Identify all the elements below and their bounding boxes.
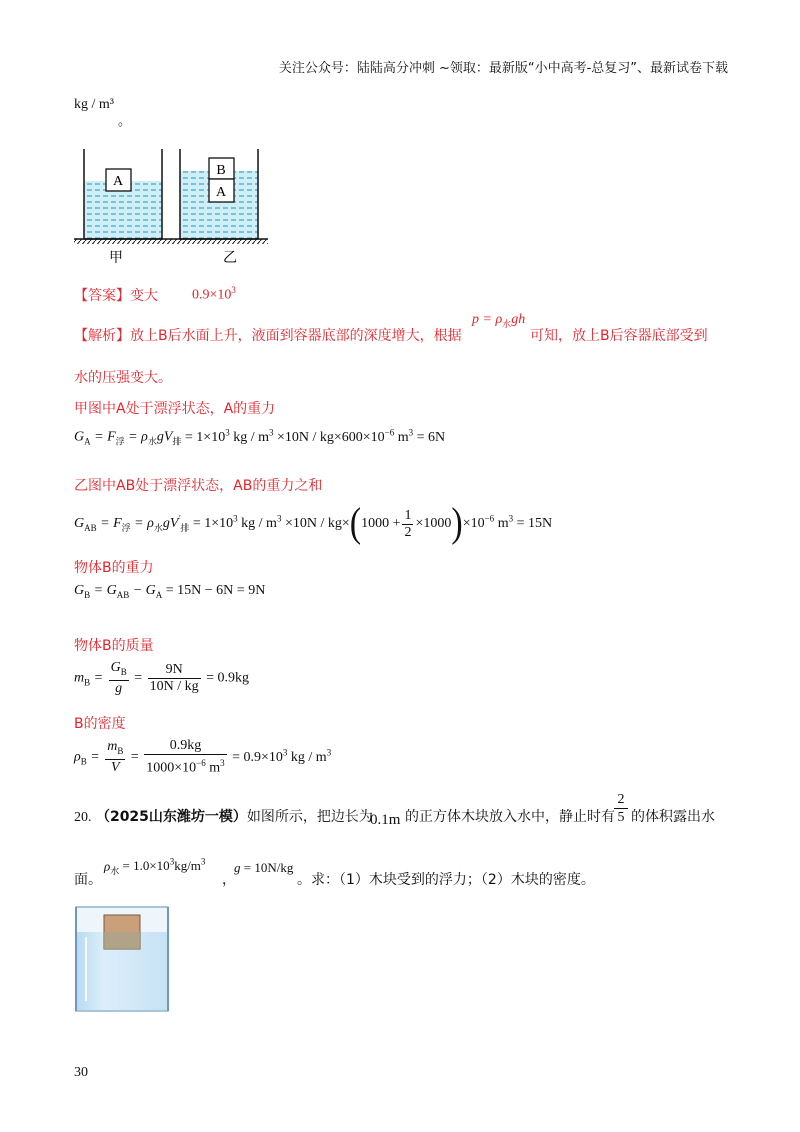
answer-text: 变大 — [130, 288, 158, 304]
step1-formula: $G_A = F_浮 = \rho_水gV_排 = 1\times 10^3$ kg / $m^3 \times 10N / kg\times 600\times 10^{-6}$ $m^3 = 6N$ — [74, 427, 446, 447]
problem20-line-1 — [74, 806, 373, 826]
fraction-numerator: 2 — [614, 791, 628, 809]
step4-formula: $m_B$ = $\frac{G_B}{g}$ = $\frac{9N}{10N / kg}$ = 0.9kg — [74, 660, 250, 696]
page-number: 30 — [74, 1065, 88, 1080]
problem-text-d: 面。 — [74, 872, 102, 888]
unit-value: kg / m³ — [74, 97, 114, 112]
beaker-wood-figure — [72, 903, 172, 1013]
step3-formula: $G_B = G_{AB} - G_A = 15N - 6N = 9N$ — [74, 583, 266, 600]
unit-text — [74, 97, 114, 113]
problem-text-a: 如图所示，把边长为 — [246, 809, 373, 825]
label-yi: 乙 — [223, 250, 237, 265]
problem-text-b: 的正方体木块放入水中，静止时有 — [405, 809, 615, 825]
header-banner: 关注公众号：陆陆高分冲刺 ~领取：最新版“小中高考-总复习”、最新试卷下载 — [278, 61, 728, 76]
step2-title: 乙图中AB处于漂浮状态，AB的重力之和 — [74, 478, 323, 494]
label-jia: 甲 — [109, 250, 123, 265]
fraction-denominator: 5 — [617, 810, 625, 825]
step5-formula: $\rho_B$ = $\frac{m_B}{V}$ = $\frac{0.9kg}{1000\times 10^{-6} m^3}$ = $0.9\times 10^3$ kg / $m^3$ — [74, 738, 332, 776]
answer-value: $0.9\times 10^3$ — [192, 285, 236, 303]
step4-title: 物体B的质量 — [74, 638, 154, 654]
problem-comma: ， — [222, 872, 236, 888]
problem-source: （2025山东潍坊一模） — [95, 809, 247, 825]
problem-number: 20. — [74, 810, 92, 825]
step5-title: B的密度 — [74, 716, 126, 732]
problem-text-c: 的体积露出水 — [631, 809, 715, 825]
analysis-line-2: 水的压强变大。 — [74, 370, 172, 386]
analysis-formula: $p = \rho_水gh$ — [472, 312, 526, 329]
analysis-line-1 — [74, 325, 462, 345]
problem-g: g = 10N/kg — [234, 860, 294, 875]
beakers-figure — [70, 145, 270, 265]
analysis-tag: 【解析】 — [74, 328, 130, 344]
analysis-text-1: 放上B后水面上升，液面到容器底部的深度增大，根据 — [130, 328, 462, 344]
answer-line — [74, 285, 158, 305]
label-b: B — [216, 163, 226, 178]
problem-length: 0.1m — [370, 812, 401, 828]
unit-punct: 。 — [118, 114, 132, 129]
problem-text-e: 。求：（1）木块受到的浮力；（2）木块的密度。 — [297, 872, 595, 888]
analysis-line-1-end: 可知，放上B后容器底部受到 — [530, 328, 708, 344]
answer-tag: 【答案】 — [74, 288, 130, 304]
step1-title: 甲图中A处于漂浮状态，A的重力 — [74, 401, 276, 417]
label-a-yi: A — [215, 185, 227, 200]
label-a-jia: A — [112, 174, 124, 189]
step3-title: 物体B的重力 — [74, 560, 154, 576]
problem-fraction — [614, 791, 628, 826]
step2-formula: $G_{AB} = F_浮 = \rho_水gV'_排 = 1\times 10^3$ kg / $m^3 \times 10N / kg\times(1000$ + $\frac{1}{2}$ $\times 1000)\times 10^{-6}$ $m^3 = 15N$ — [74, 501, 553, 546]
problem-rho: $\rho_水 = 1.0\times 10^3kg/m^3$ — [104, 857, 206, 876]
